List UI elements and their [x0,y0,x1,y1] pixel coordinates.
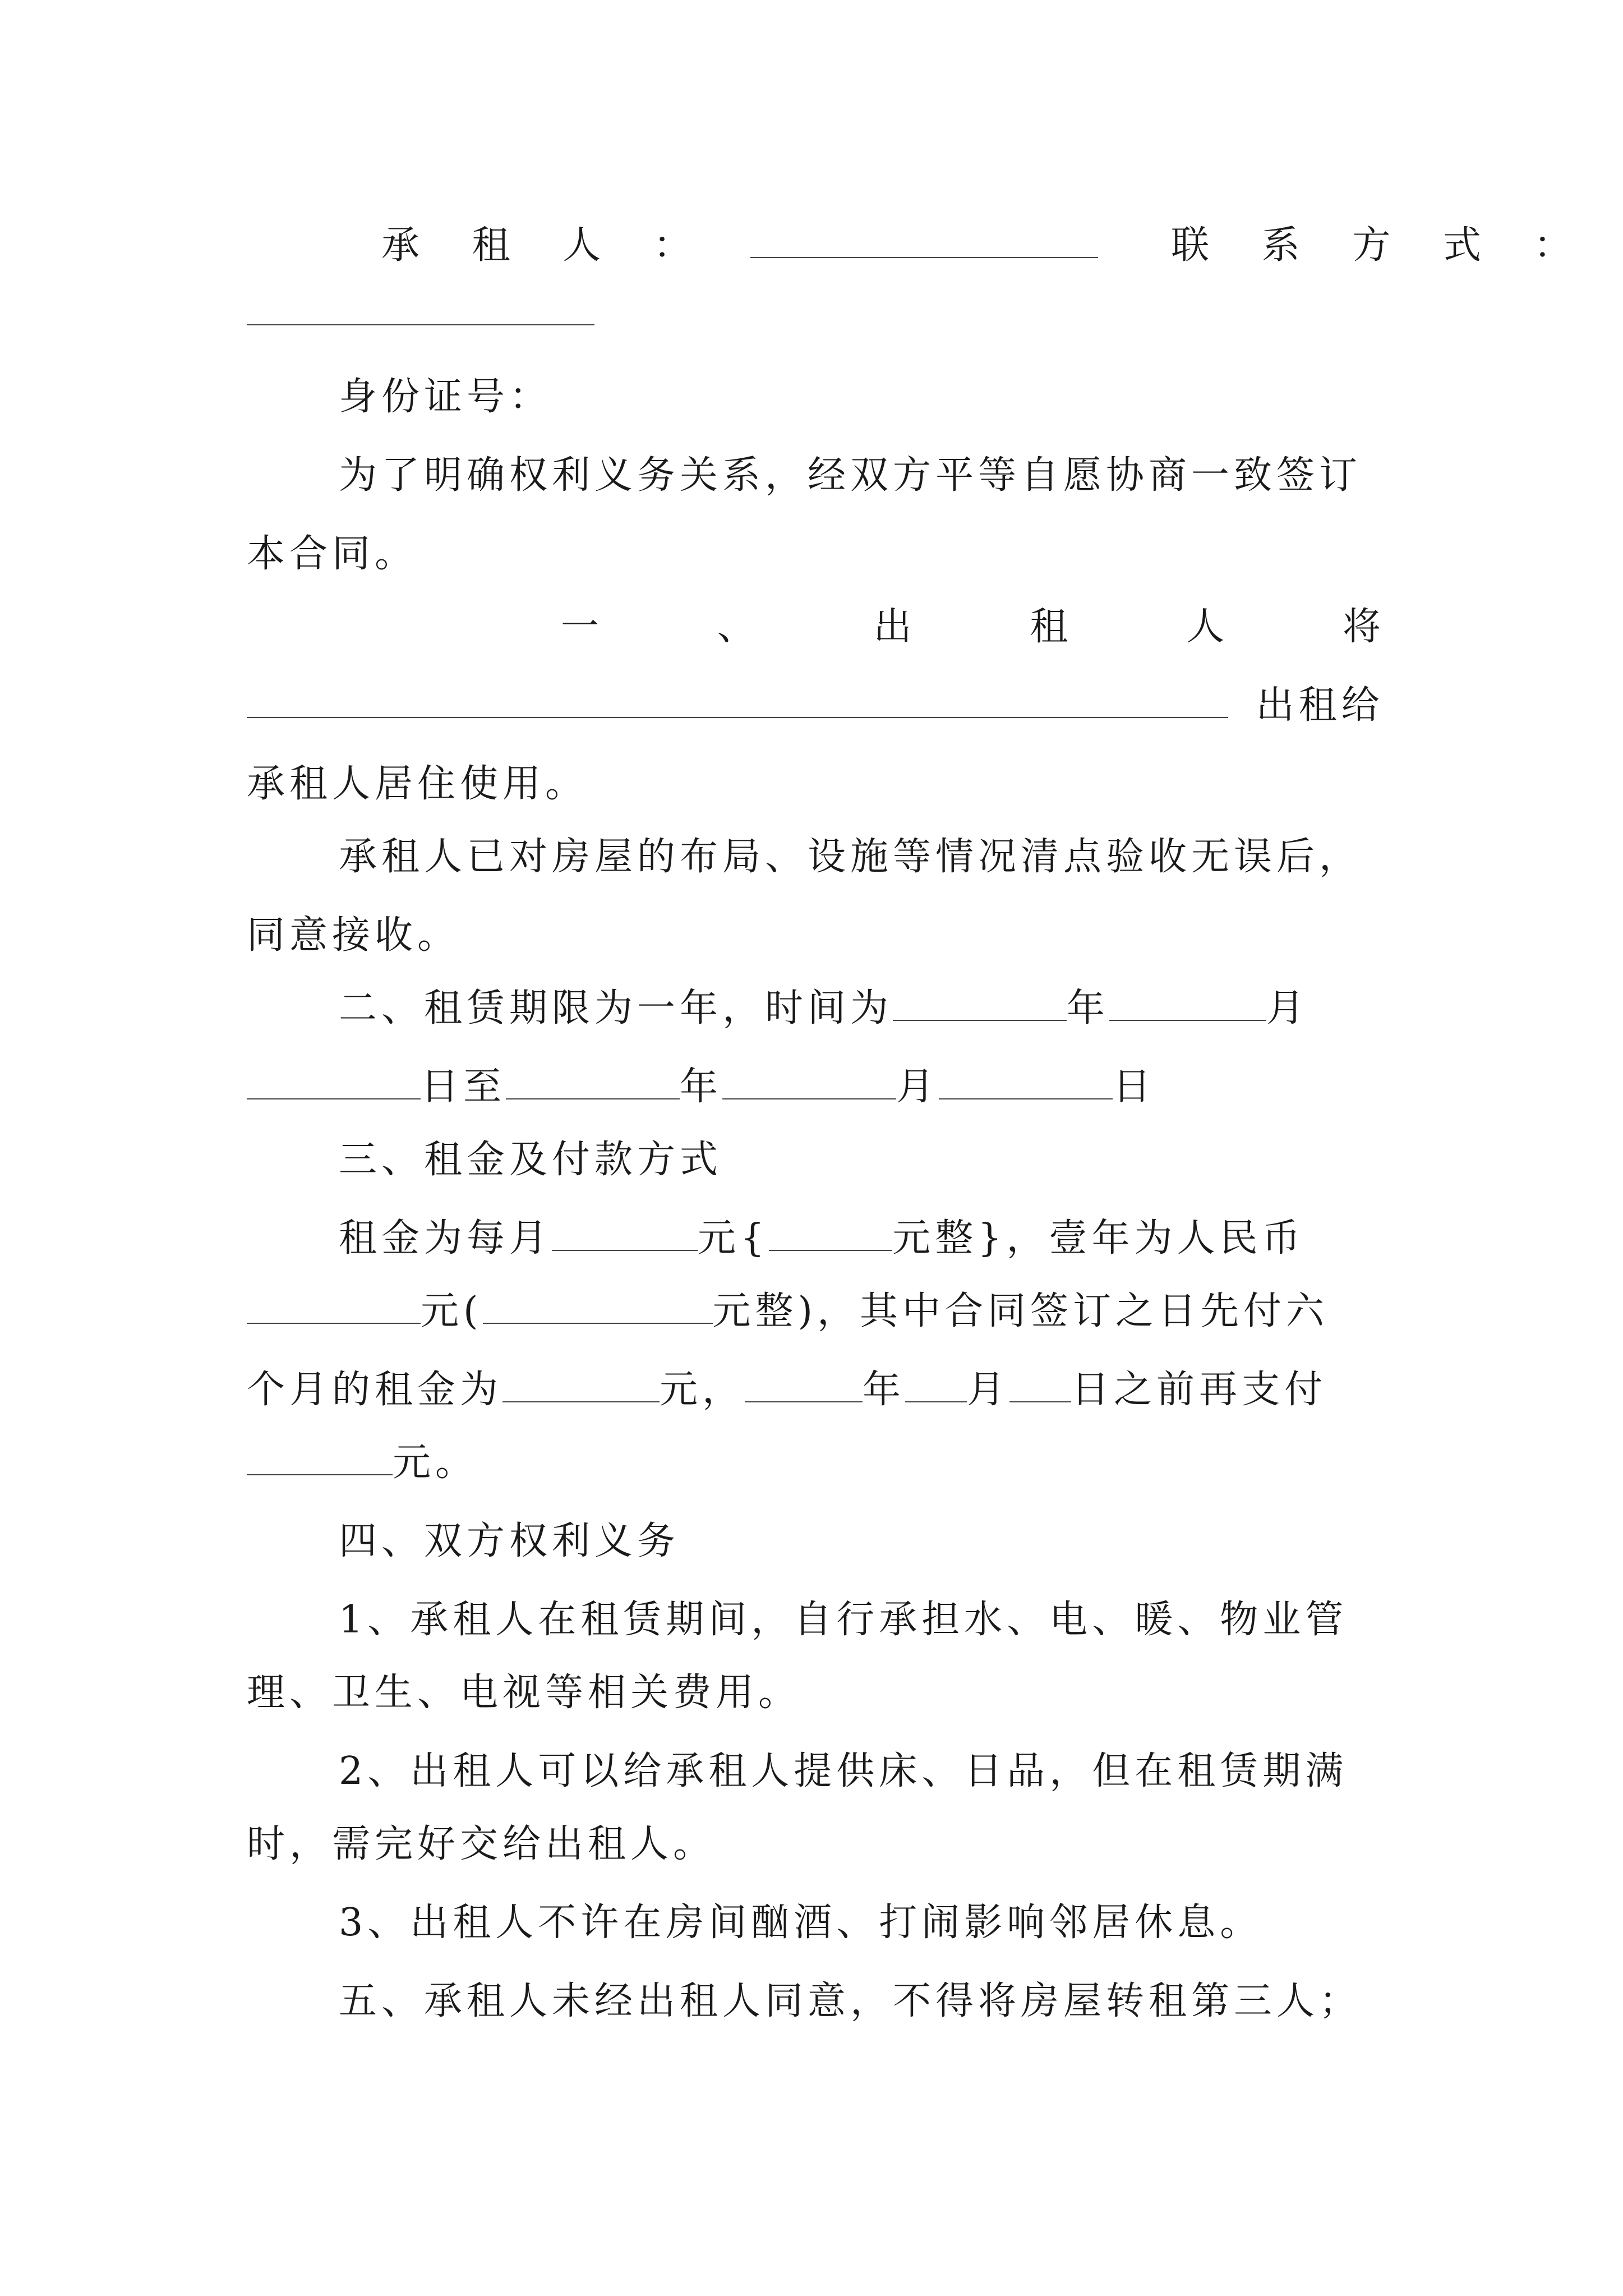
clause3-line-4 [247,1436,1385,1490]
clause1-char-6: 将 [1342,605,1385,649]
intro-line-1: 为了明确权利义务关系，经双方平等自愿协商一致签订 [339,453,1362,498]
pay-year-blank [745,1368,863,1402]
clause1-char-1: 一 [561,605,604,649]
property-blank [247,683,1228,718]
clause2-year: 年 [1067,986,1110,1030]
id-label: 身份证号： [339,375,552,419]
clause3-l2-a: 元( [421,1289,483,1333]
start-day-blank [247,1065,421,1099]
clause3-line-2 [247,1285,1385,1338]
yearly-rent-words-blank [483,1289,713,1324]
pay-month-blank [905,1368,967,1402]
clause3-l3-d: 月 [967,1368,1010,1412]
end-month-blank [722,1065,896,1099]
end-year-blank [506,1065,680,1099]
clause1-note-1: 承租人已对房屋的布局、设施等情况清点验收无误后， [339,835,1362,879]
clause1-spread-row [561,600,1385,654]
clause2-month: 月 [1266,986,1310,1030]
remaining-rent-blank [247,1441,393,1475]
end-day-blank [939,1065,1113,1099]
yearly-rent-blank [247,1289,421,1324]
clause1-suffix: 出租给 [1256,683,1384,728]
clause3-l2-b: 元整)，其中合同签订之日先付六 [712,1289,1329,1333]
monthly-rent-words-blank [769,1216,892,1251]
clause3-title: 三、租金及付款方式 [339,1138,723,1182]
clause1-char-2: 、 [717,605,760,649]
clause3-l3-a: 个月的租金为 [247,1368,503,1412]
clause1-property-row [247,679,1385,733]
clause2-day2: 日 [1113,1065,1156,1109]
clause3-l1-a: 租金为每月 [339,1216,552,1260]
tenant-contact-row [381,219,1592,273]
clause4-title: 四、双方权利义务 [339,1519,680,1563]
clause4-item1-line1: 1、承租人在租赁期间，自行承担水、电、暖、物业管 [339,1598,1348,1642]
clause3-l3-e: 日之前再支付 [1071,1368,1327,1412]
tenant-label: 承 租 人 ： [381,223,712,268]
clause5-text: 五、承租人未经出租人同意，不得将房屋转租第三人； [339,1979,1362,2023]
pay-day-blank [1009,1368,1071,1402]
start-month-blank [1109,986,1266,1021]
clause3-l3-c: 年 [863,1368,906,1412]
clause2-line-1 [339,982,1385,1036]
clause3-line-3 [247,1363,1385,1417]
clause1-char-3: 出 [873,605,916,649]
contact-label: 联 系 方 式 ： [1171,223,1592,268]
clause4-item2-line1: 2、出租人可以给承租人提供床、日品，但在租赁期满 [339,1749,1348,1793]
monthly-rent-blank [552,1216,698,1251]
contact-blank-row [247,286,1385,340]
six-month-rent-blank [502,1368,660,1402]
clause1-line-3: 承租人居住使用。 [247,762,588,806]
clause2-line-2 [247,1060,1385,1114]
clause3-l3-b: 元， [660,1368,745,1412]
clause2-day-to: 日至 [421,1065,506,1109]
tenant-blank [750,223,1098,258]
clause3-l4: 元。 [393,1441,478,1485]
clause3-line-1 [339,1212,1385,1266]
intro-line-2: 本合同。 [247,532,418,576]
clause2-year2: 年 [680,1065,723,1109]
clause2-month2: 月 [896,1065,939,1109]
start-year-blank [893,986,1067,1021]
clause3-l1-c: 元整}，壹年为人民币 [892,1216,1305,1260]
clause4-item1-line2: 理、卫生、电视等相关费用。 [247,1671,801,1715]
clause3-l1-b: 元{ [698,1216,769,1260]
clause4-item3: 3、出租人不许在房间酗酒、打闹影响邻居休息。 [339,1901,1263,1945]
clause1-char-4: 租 [1030,605,1073,649]
clause2-prefix: 二、租赁期限为一年，时间为 [339,986,893,1030]
clause1-char-5: 人 [1186,605,1229,649]
contact-blank [247,291,594,325]
clause1-note-2: 同意接收。 [247,913,460,958]
clause4-item2-line2: 时，需完好交给出租人。 [247,1822,716,1866]
